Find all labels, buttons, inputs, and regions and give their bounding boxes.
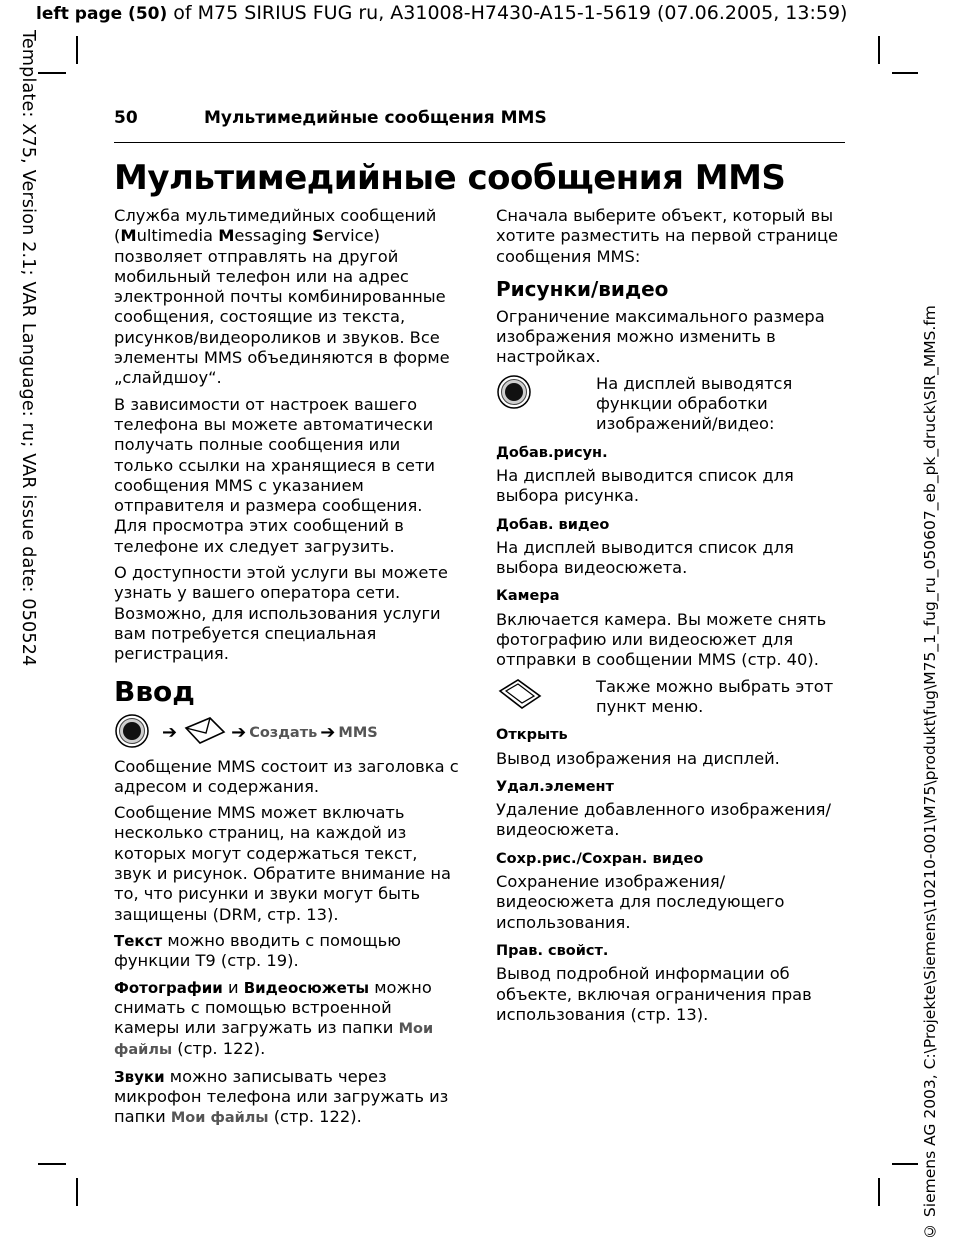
size-limit-note: Ограничение максимального размера изображения можно изменить в настройках. <box>496 306 825 367</box>
function-term: Камера <box>496 588 560 605</box>
page-title: Мультимедийные сообщения MMS <box>114 158 786 198</box>
crop-mark <box>38 72 66 74</box>
menu-path <box>114 715 459 753</box>
crop-mark <box>38 1163 66 1165</box>
topline-page-ref: left page (50) <box>36 4 168 24</box>
menu-item-mms: MMS <box>338 725 378 742</box>
running-header-title: Мультимедийные сообщения MMS <box>204 108 547 128</box>
navigation-key-note-text: На дисплей выводятся функции обработки изображений/видео: <box>596 373 793 434</box>
document-topline <box>36 2 847 24</box>
function-term: Прав. свойст. <box>496 942 609 959</box>
envelope-icon <box>180 716 228 751</box>
right-column <box>496 206 841 1031</box>
template-info-vertical: Template: X75, Version 2.1; VAR Language: ru; VAR issue date: 050524 <box>18 30 38 667</box>
function-description: Включается камера. Вы можете снять фотографию или видеосюжет для отправки в сообщении MMS (стр. 40). <box>496 609 827 670</box>
function-description: Вывод изображения на дисплей. <box>496 748 780 768</box>
paragraph-photos: Фотографии и Видеосюжеты можно снимать с помощью встроенной камеры или загружать из папки Мои файлы (стр. 122). <box>114 977 434 1059</box>
paragraph-pages: Сообщение MMS может включать несколько страниц, на каждой из которых могут содержаться текст, звук и рисунок. Обратите внимание на то, что рисунки и звуки могут быть защищены (DRM, стр. 13). <box>114 803 451 924</box>
softkey-icon <box>496 696 544 715</box>
softkey-note <box>496 677 841 718</box>
right-intro: Сначала выберите объект, который вы хотите разместить на первой странице сообщения MMS: <box>496 206 839 266</box>
left-column <box>114 206 459 1135</box>
section-title-input: Ввод <box>114 674 195 708</box>
function-term: Добав.рисун. <box>496 444 608 461</box>
arrow-icon: ➔ <box>320 722 336 744</box>
function-description: Сохранение изображения/видеосюжета для последующего использования. <box>496 872 785 932</box>
crop-mark <box>892 72 918 74</box>
function-description: Вывод подробной информации об объекте, включая ограничения прав использования (стр. 13). <box>496 964 812 1024</box>
page-number: 50 <box>114 108 138 128</box>
arrow-icon: ➔ <box>162 722 178 744</box>
navigation-key-icon <box>114 713 150 754</box>
intro-paragraph-2: В зависимости от настроек вашего телефона вы можете автоматически получать полные сообщения или только ссылки на хранящиеся в сети сообщения MMS с указанием отправителя и размера сообщения. Для просмотра этих сообщений в телефоне их следует загрузить. <box>114 394 436 556</box>
navigation-key-icon <box>496 395 532 414</box>
running-header <box>114 108 845 143</box>
menu-item-create: Создать <box>249 725 318 742</box>
intro-paragraph-1: Служба мультимедийных сообщений (Multimedia Messaging Service) позволяет отправлять на другой мобильный телефон или на адрес электронной почты комбинированные сообщения, состоящие из текста, рисунков/видеороликов и звуков. Все элементы MMS объединяются в форме „слайдшоу“. <box>114 206 450 388</box>
function-term: Открыть <box>496 727 568 744</box>
function-term: Добав. видео <box>496 516 610 533</box>
function-term: Удал.элемент <box>496 778 614 795</box>
navigation-key-note <box>496 374 841 435</box>
crop-mark <box>878 1178 880 1206</box>
function-description: Удаление добавленного изображения/видеосюжета. <box>496 800 831 840</box>
paragraph-structure: Сообщение MMS состоит из заголовка с адресом и содержания. <box>114 756 459 796</box>
crop-mark <box>76 36 78 64</box>
crop-mark <box>76 1178 78 1206</box>
paragraph-sounds: Звуки можно записывать через микрофон телефона или загружать из папки Мои файлы (стр. 122). <box>114 1066 449 1127</box>
crop-mark <box>878 36 880 64</box>
function-term: Сохр.рис./Сохран. видео <box>496 850 704 867</box>
function-description: На дисплей выводится список для выбора видеосюжета. <box>496 537 794 578</box>
copyright-path-vertical: © Siemens AG 2003, C:\Projekte\Siemens\10210-001\M75\produkt\fug\M75_1_fug_ru_050607_eb_pk_druck\SIR_MMS.fm <box>921 305 939 1240</box>
function-description: На дисплей выводится список для выбора рисунка. <box>496 465 794 506</box>
softkey-note-text: Также можно выбрать этот пункт меню. <box>596 676 834 716</box>
arrow-icon: ➔ <box>231 722 247 744</box>
crop-mark <box>892 1163 918 1165</box>
subsection-title-pictures-video: Рисунки/видео <box>496 276 669 301</box>
paragraph-text: Текст можно вводить с помощью функции T9 (стр. 19). <box>114 930 401 971</box>
intro-paragraph-3: О доступности этой услуги вы можете узнать у вашего оператора сети. Возможно, для использования услуги вам потребуется специальная регистрация. <box>114 563 448 664</box>
topline-document-info: of M75 SIRIUS FUG ru, A31008-H7430-A15-1-5619 (07.06.2005, 13:59) <box>167 2 848 24</box>
